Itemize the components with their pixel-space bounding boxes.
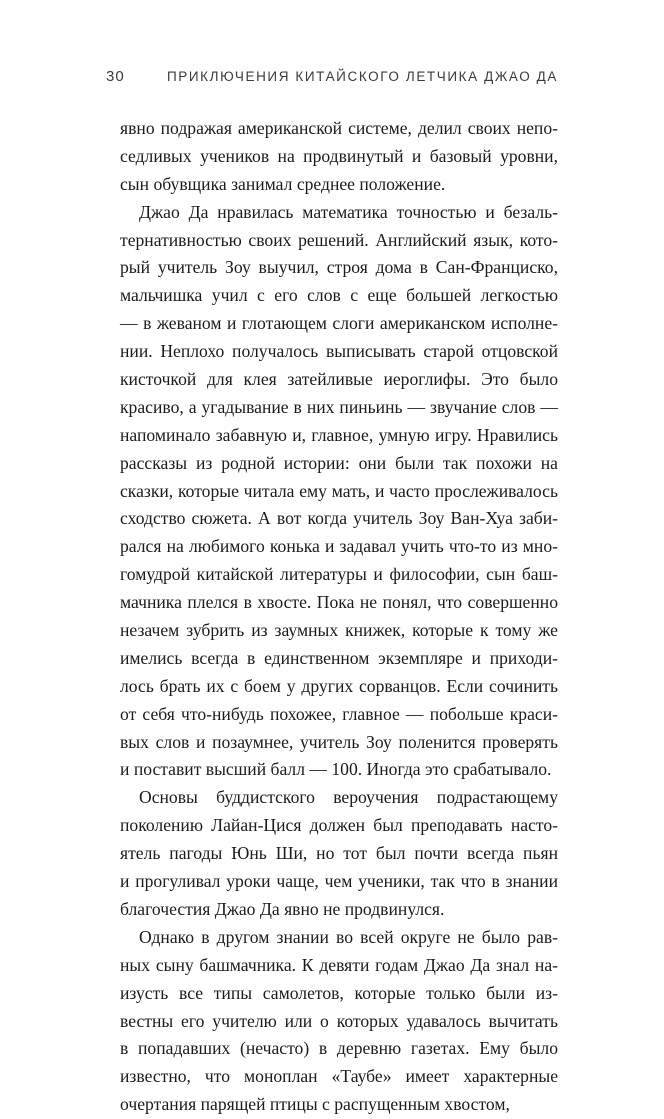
text-line: седливых учеников на продвинутый и базовый уровни, xyxy=(120,145,558,166)
text-line: Основы буддистского вероучения подрастающему xyxy=(139,787,558,808)
paragraph xyxy=(120,924,558,1119)
text-line: рассказы из родной истории: они были так похожи на xyxy=(120,452,558,473)
body-text xyxy=(120,115,558,1119)
text-line: сын обувщика занимал среднее положение. xyxy=(120,173,446,194)
text-line: мачника плелся в хвосте. Пока не понял, что совершенно xyxy=(120,592,558,613)
text-line: вых слов и позаумнее, учитель Зоу поленится проверять xyxy=(120,731,558,752)
text-line: красиво, а угадывание в них пиньинь — звучание слов — xyxy=(120,396,558,417)
text-line: гомудрой китайской литературы и философии, сын баш- xyxy=(120,564,558,585)
text-line: и прогуливал уроки чаще, чем ученики, так что в знании xyxy=(120,871,558,892)
text-line: ятель пагоды Юнь Ши, но тот был почти всегда пьян xyxy=(120,843,558,864)
text-line: сказки, которые читала ему мать, и часто прослеживалось xyxy=(120,480,558,501)
text-line: мальчишка учил с его слов с еще большей легкостью xyxy=(120,285,558,306)
text-line: вестны его учителю или о которых удавалось вычитать xyxy=(120,1010,558,1031)
text-line: тернативностью своих решений. Английский язык, кото- xyxy=(120,229,558,250)
text-line: и поставит высший балл — 100. Иногда это срабатывало. xyxy=(120,759,552,780)
paragraph xyxy=(120,199,558,785)
text-line: известно, что моноплан «Таубе» имеет характерные xyxy=(120,1066,558,1087)
text-line: кисточкой для клея затейливые иероглифы. Это было xyxy=(120,369,558,390)
text-line: имелись всегда в единственном экземпляре и приходи- xyxy=(120,647,558,668)
text-line: поколению Лайан-Цися должен был преподавать насто- xyxy=(120,815,558,836)
text-line: рался на любимого конька и задавал учить что-то из мно- xyxy=(120,536,558,557)
text-line: ных сыну башмачника. К девяти годам Джао Да знал на- xyxy=(120,954,558,975)
text-line: явно подражая американской системе, делил своих непо- xyxy=(120,118,558,138)
text-line: — в жеваном и глотающем слоги американском исполне- xyxy=(120,313,558,334)
paragraph xyxy=(120,784,558,923)
text-line: благочестия Джао Да явно не продвинулся. xyxy=(120,898,445,919)
text-line: Джао Да нравилась математика точностью и безаль- xyxy=(139,201,558,222)
text-line: в попадавших (нечасто) в деревню газетах. Ему было xyxy=(120,1038,558,1059)
text-line: сходство сюжета. А вот когда учитель Зоу Ван-Хуа заби- xyxy=(120,508,558,529)
paragraph xyxy=(120,115,558,199)
text-line: очертания парящей птицы с распущенным хвостом, xyxy=(120,1094,510,1115)
running-title: ПРИКЛЮЧЕНИЯ КИТАЙСКОГО ЛЕТЧИКА ДЖАО ДА xyxy=(166,69,558,84)
text-line: от себя что-нибудь похожее, главное — побольше краси- xyxy=(120,703,558,724)
text-line: лось брать их с боем у других сорванцов. Если сочинить xyxy=(120,675,558,696)
text-line: Однако в другом знании во всей округе не было рав- xyxy=(139,926,558,947)
page-number: 30 xyxy=(106,68,125,85)
running-head xyxy=(106,68,558,88)
text-line: нии. Неплохо получалось выписывать старой отцовской xyxy=(120,341,558,362)
text-line: рый учитель Зоу выучил, строя дома в Сан-Франциско, xyxy=(120,257,558,278)
text-line: изусть все типы самолетов, которые только были из- xyxy=(120,982,558,1003)
text-line: незачем зубрить из заумных книжек, которые к тому же xyxy=(120,620,558,641)
text-line: напоминало забавную и, главное, умную игру. Нравились xyxy=(120,424,558,445)
